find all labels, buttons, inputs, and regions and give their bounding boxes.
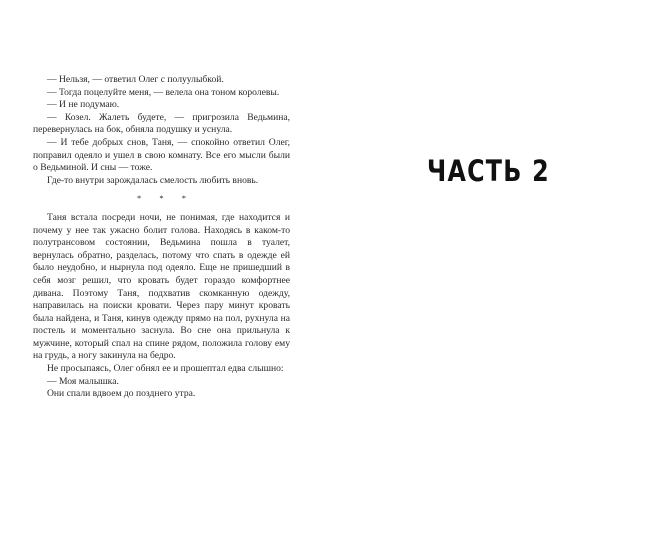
- right-page: [329, 0, 659, 546]
- paragraph: — Тогда поцелуйте меня, — велела она тоном королевы.: [47, 86, 280, 98]
- paragraph: Они спали вдвоем до позднего утра.: [47, 388, 196, 400]
- paragraph: Не просыпаясь, Олег обнял ее и прошептал едва слышно:: [47, 363, 284, 375]
- paragraph: — Нельзя, — ответил Олег с полуулыбкой.: [47, 74, 224, 85]
- paragraph: Где-то внутри зарождалась смелость любить вновь.: [47, 174, 259, 186]
- section-separator: * * *: [137, 193, 194, 204]
- chapter-text: [33, 74, 290, 401]
- left-page: [0, 0, 329, 546]
- paragraph: — И не подумаю.: [47, 99, 120, 111]
- paragraph: — Козел. Жалеть будете, — пригрозила Ведьмина, перевернулась на бок, обняла подушку и уснула.: [33, 111, 290, 136]
- part-heading: ЧАСТЬ 2: [427, 154, 550, 188]
- paragraph: — И тебе добрых снов, Таня, — спокойно ответил Олег, поправил одеяло и ушел в свою комнату. Все его мысли были о Ведьминой. И сны — тоже.: [33, 136, 290, 174]
- paragraph: Таня встала посреди ночи, не понимая, где находится и почему у нее так ужасно болит голова. Находясь в каком-то полутрансовом состоянии, Ведьмина пошла в туалет, вернулась обратно, разделась, потому что спать в одежде ей было неудобно, и нырнула под одеяло. Еще не пришедший в себя мозг решил, что кровать будет гораздо комфортнее дивана. Поэтому Таня, подхватив скомканную одежду, направилась на поиски кровати. Через пару минут кровать была найдена, и Таня, кинув одежду прямо на пол, рухнула на постель и моментально заснула. Во сне она прильнула к мужчине, который спал на спине рядом, положила голову ему на грудь, а ногу закинула на бедро.: [33, 211, 290, 362]
- paragraph: — Моя малышка.: [47, 375, 119, 387]
